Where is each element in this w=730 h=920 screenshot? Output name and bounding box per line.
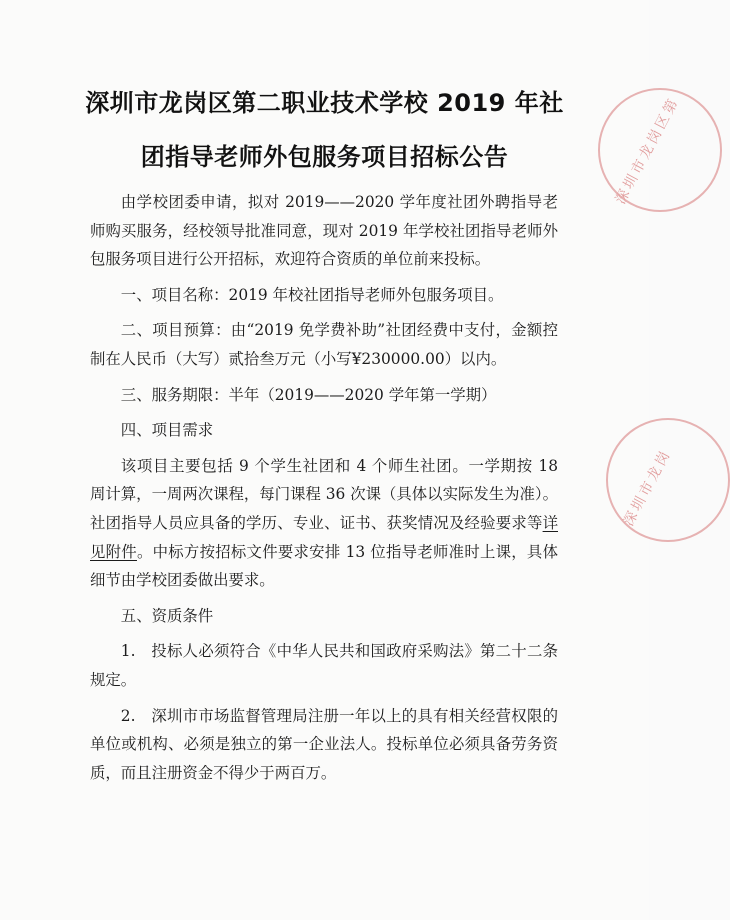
attachment-link[interactable]: 详见附件 [90, 513, 558, 561]
item-requirements-heading: 四、项目需求 [120, 421, 214, 440]
seal-bottom-text: 深圳市龙岗 [620, 446, 675, 529]
requirements-text-after: 。中标方按招标文件要求安排 13 位指导老师准时上课，具体细节由学校团委做出要求。 [90, 542, 558, 590]
item-project-name: 一、项目名称：2019 年校社团指导老师外包服务项目。 [120, 285, 504, 304]
requirements-text-before: 该项目主要包括 9 个学生社团和 4 个师生社团。一学期按 18 周计算，一周两次课程，每门课程 36 次课（具体以实际发生为准）。社团指导人员应具备的学历、专业、证书、获奖情况及经验要求等 [90, 456, 558, 532]
official-seal-top [598, 88, 722, 212]
intro-paragraph: 由学校团委申请，拟对 2019——2020 学年度社团外聘指导老师购买服务，经校领导批准同意，现对 2019 年学校社团指导老师外包服务项目进行公开招标，欢迎符合资质的单位前来投标。 [90, 193, 558, 269]
item-project-budget: 二、项目预算：由“2019 免学费补助”社团经费中支付，金额控制在人民币（大写）贰拾叁万元（小写¥230000.00）以内。 [90, 321, 558, 368]
qualification-condition-2: 2. 深圳市市场监督管理局注册一年以上的具有相关经营权限的单位或机构、必须是独立的第一企业法人。投标单位必须具备劳务资质，而且注册资金不得少于两百万。 [90, 706, 558, 782]
qualification-condition-1: 1. 投标人必须符合《中华人民共和国政府采购法》第二十二条规定。 [90, 642, 558, 689]
item-qualifications-heading: 五、资质条件 [120, 606, 214, 625]
document-title-line-1: 深圳市龙岗区第二职业技术学校 2019 年社 [85, 89, 564, 117]
official-seal-bottom [606, 418, 730, 542]
seal-top-text: 深圳市龙岗区第 [612, 94, 683, 207]
item-requirements-text [90, 452, 558, 595]
document-title-line-2: 团指导老师外包服务项目招标公告 [140, 143, 509, 171]
document-body [90, 188, 558, 787]
item-service-period: 三、服务期限：半年（2019——2020 学年第一学期） [120, 385, 497, 404]
